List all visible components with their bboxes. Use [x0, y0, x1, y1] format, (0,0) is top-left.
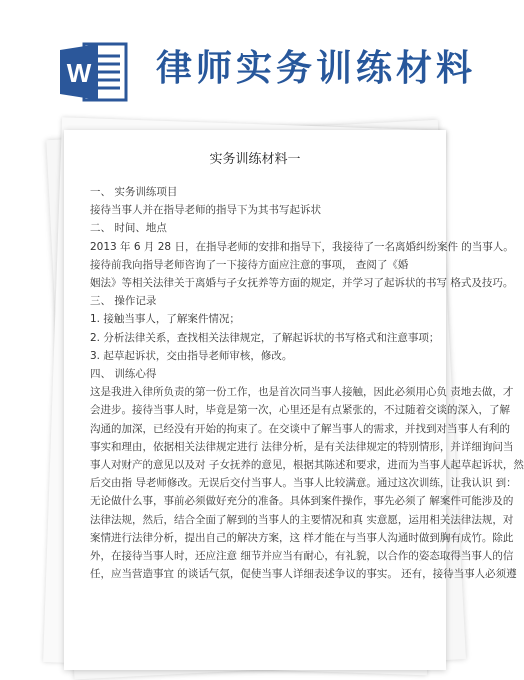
document-line: 2013 年 6 月 28 日，在指导老师的安排和指导下，我接待了一名离婚纠纷案件 的当事人。 [90, 240, 514, 253]
document-line: 接待前我向指导老师咨询了一下接待方面应注意的事项， 查阅了《婚 [90, 258, 409, 271]
document-line: 二、 时间、地点 [90, 222, 167, 235]
word-document-icon [58, 40, 128, 104]
document-line: 一、 实务训练项目 [90, 186, 178, 198]
document-line: 这是我进入律所负责的第一份工作，也是首次同当事人接触，因此必须用心负 责地去做，才 [90, 386, 514, 399]
document-line: 后交由指 导老师修改。无误后交付当事人。当事人比较满意。通过这次训练，让我认识 到： [90, 477, 517, 490]
document-line: 外，在接待当事人时，还应注意 细节并应当有耐心，有礼貌，以合作的姿态取得当事人的信 [90, 550, 514, 563]
banner-title: 律师实务训练材料 [156, 48, 477, 89]
banner [0, 0, 477, 118]
document-line: 案情进行法律分析，提出自己的解决方案，这 样才能在与当事人沟通时做到胸有成竹。除此 [90, 531, 514, 544]
document-line: 接待当事人并在指导老师的指导下为其书写起诉状 [90, 204, 321, 217]
document-line: 2. 分析法律关系，查找相关法律规定，了解起诉状的书写格式和注意事项； [90, 331, 440, 344]
document-line: 姻法》等相关法律关于离婚与子女抚养等方面的规定，并学习了起诉状的书写 格式及技巧。 [90, 277, 514, 290]
document-line: 会进步。接待当事人时，毕竟是第一次，心里还是有点紧张的，不过随着交谈的深入，了解 [90, 404, 510, 417]
document-line: 3. 起草起诉状，交由指导老师审核，修改。 [90, 349, 293, 362]
document-title: 实务训练材料一 [209, 152, 301, 167]
document-line: 事实和理由，依据相关法律规定进行 法律分析，是有关法律规定的特别情形，并详细询问当 [90, 440, 514, 453]
document-line: 四、 训练心得 [90, 368, 157, 381]
document-line: 法律法规，然后，结合全面了解到的当事人的主要情况和真 实意愿，运用相关法律法规，对 [90, 513, 514, 526]
document-line: 三、 操作记录 [90, 295, 157, 308]
document-line: 沟通的加深，已经没有开始的拘束了。在交谈中了解当事人的需求，并找到对当事人有利的 [90, 422, 510, 435]
document-line: 事人对财产的意见以及对 子女抚养的意见，根据其陈述和要求，进而为当事人起草起诉状，然 [90, 459, 524, 472]
document-line: 任，应当营造事宜 的谈话气氛，促使当事人详细表述争议的事实。 还有，接待当事人必须遵 [90, 568, 517, 581]
document-body [90, 183, 524, 583]
document-line: 1. 接触当事人，了解案件情况； [90, 313, 240, 326]
document-content [90, 150, 524, 583]
word-logo-letter: W [66, 58, 92, 88]
document-line: 无论做什么事，事前必须做好充分的准备。具体到案件操作，事先必须了 解案件可能涉及的 [90, 495, 514, 508]
